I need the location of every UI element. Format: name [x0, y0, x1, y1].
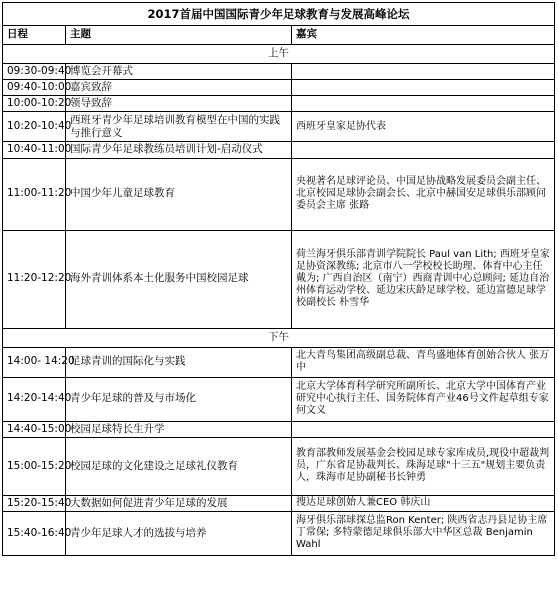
row-guest: 搜达足球创始人兼CEO 韩庆山 [292, 495, 555, 511]
row-guest: 北大青鸟集团高级副总裁、青鸟盛地体育创始合伙人 张万中 [292, 347, 555, 377]
header-topic: 主题 [66, 26, 292, 45]
table-row [3, 80, 555, 96]
row-guest [292, 80, 555, 96]
schedule-table [2, 2, 555, 556]
row-topic: 领导致辞 [66, 96, 292, 112]
table-row [3, 112, 555, 142]
table-row [3, 495, 555, 511]
row-time: 10:20-10:40 [3, 112, 66, 142]
row-time: 15:40-16:40 [3, 511, 66, 555]
row-guest: 西班牙皇家足协代表 [292, 112, 555, 142]
table-row [3, 158, 555, 230]
header-time: 日程 [3, 26, 66, 45]
row-time: 09:30-09:40 [3, 64, 66, 80]
table-row [3, 511, 555, 555]
row-guest [292, 142, 555, 158]
section-label: 下午 [3, 328, 555, 347]
row-guest [292, 64, 555, 80]
row-topic: 青少年足球人才的选拔与培养 [66, 511, 292, 555]
row-guest: 海牙俱乐部球探总监Ron Kenter; 陕西省志丹县足协主席 丁常保; 多特蒙德足球俱乐部大中华区总裁 Benjamin Wahl [292, 511, 555, 555]
row-time: 11:20-12:20 [3, 230, 66, 328]
row-time: 15:00-15:20 [3, 437, 66, 495]
header-guest: 嘉宾 [292, 26, 555, 45]
row-time: 11:00-11:20 [3, 158, 66, 230]
row-time: 14:20-14:40 [3, 377, 66, 421]
row-topic: 海外青训体系本土化服务中国校园足球 [66, 230, 292, 328]
section-label: 上午 [3, 45, 555, 64]
schedule-document [2, 2, 554, 585]
row-time: 09:40-10:00 [3, 80, 66, 96]
row-time: 10:00-10:20 [3, 96, 66, 112]
table-row [3, 377, 555, 421]
table-row [3, 230, 555, 328]
row-topic: 博览会开幕式 [66, 64, 292, 80]
section-morning [3, 45, 555, 64]
row-time: 14:40-15:00 [3, 421, 66, 437]
row-topic: 校园足球特长生升学 [66, 421, 292, 437]
row-time: 15:20-15:40 [3, 495, 66, 511]
row-guest: 央视著名足球评论员、中国足协战略发展委员会副主任、北京校园足球协会副会长、北京中赫国安足球俱乐部顾问委员会主席 张路 [292, 158, 555, 230]
table-row [3, 64, 555, 80]
row-topic: 国际青少年足球教练员培训计划-启动仪式 [66, 142, 292, 158]
row-time: 10:40-11:00 [3, 142, 66, 158]
row-topic: 西班牙青少年足球培训教育模型在中国的实践与推行意义 [66, 112, 292, 142]
row-guest: 北京大学体育科学研究所副所长、北京大学中国体育产业研究中心执行主任、国务院体育产业46号文件起草组专家 何文义 [292, 377, 555, 421]
title-row [3, 3, 555, 26]
header-row [3, 26, 555, 45]
table-row [3, 347, 555, 377]
row-topic: 校园足球的文化建设之足球礼仪教育 [66, 437, 292, 495]
row-topic: 足球青训的国际化与实践 [66, 347, 292, 377]
row-time: 14:00- 14:20 [3, 347, 66, 377]
table-row [3, 421, 555, 437]
table-row [3, 142, 555, 158]
row-topic: 中国少年儿童足球教育 [66, 158, 292, 230]
row-guest: 教育部教师发展基金会校园足球专家库成员,现役中超裁判员，广东省足协裁判长、珠海足球"十三五"规划主要负责人，珠海市足协副秘书长钟勇 [292, 437, 555, 495]
table-row [3, 96, 555, 112]
row-guest [292, 421, 555, 437]
row-guest [292, 96, 555, 112]
row-topic: 嘉宾致辞 [66, 80, 292, 96]
table-title: 2017首届中国国际青少年足球教育与发展高峰论坛 [3, 3, 555, 26]
row-topic: 大数据如何促进青少年足球的发展 [66, 495, 292, 511]
row-topic: 青少年足球的普及与市场化 [66, 377, 292, 421]
section-afternoon [3, 328, 555, 347]
row-guest: 荷兰海牙俱乐部青训学院院长 Paul van Lith; 西班牙皇家足协资深教练; 北京市八一学校校长助理、体育中心主任 戴为; 广西自治区（南宁）西商青训中心总顾问; 延边自治州体育运动学校、延边宋庆龄足球学校、延边富德足球学校副校长 朴雪华 [292, 230, 555, 328]
table-row [3, 437, 555, 495]
